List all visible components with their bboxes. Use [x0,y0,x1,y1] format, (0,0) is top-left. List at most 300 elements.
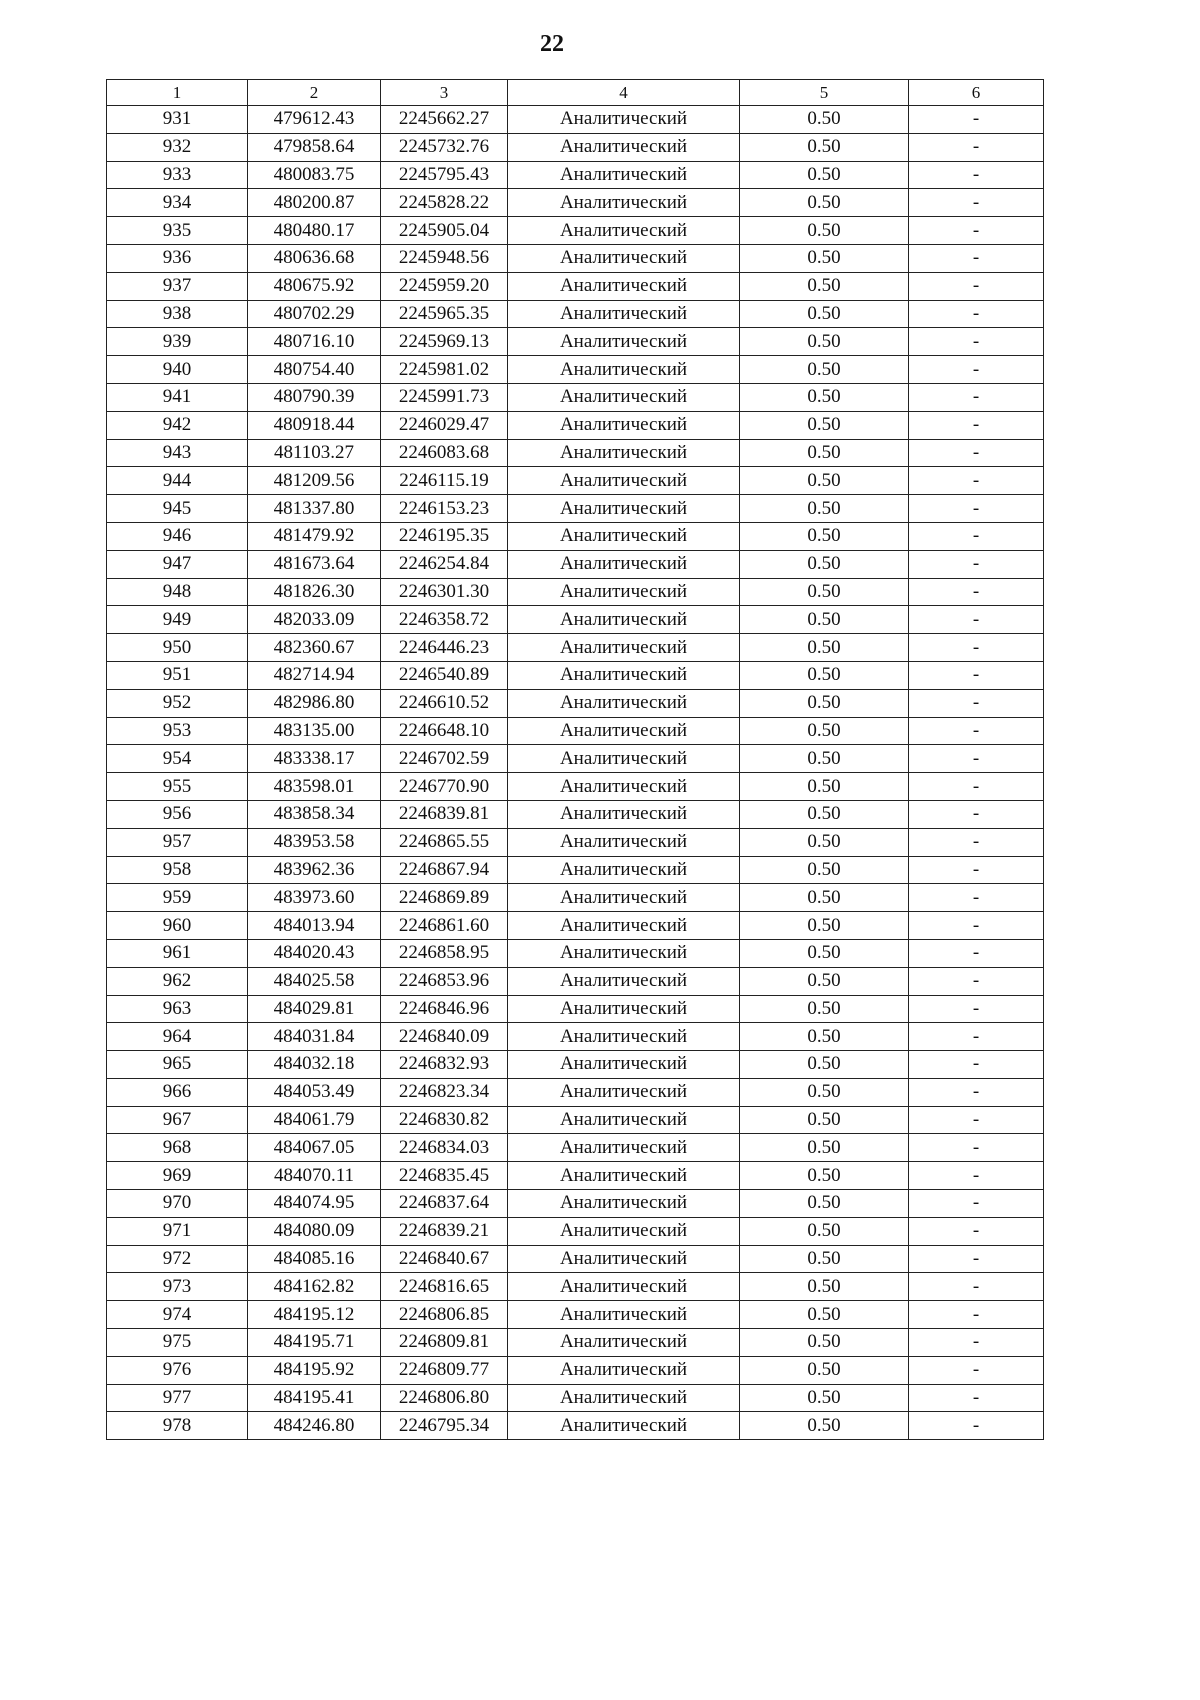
table-row [107,383,1044,411]
x-coordinate-cell: 480083.75 [248,161,381,189]
accuracy-cell: 0.50 [740,884,909,912]
x-coordinate-cell: 484195.92 [248,1356,381,1384]
accuracy-cell: 0.50 [740,1190,909,1218]
note-cell: - [909,1023,1044,1051]
table-row [107,1078,1044,1106]
point-number-cell: 932 [107,133,248,161]
y-coordinate-cell: 2246834.03 [381,1134,508,1162]
table-row [107,522,1044,550]
x-coordinate-cell: 481826.30 [248,578,381,606]
note-cell: - [909,828,1044,856]
accuracy-cell: 0.50 [740,300,909,328]
y-coordinate-cell: 2246254.84 [381,550,508,578]
x-coordinate-cell: 484053.49 [248,1078,381,1106]
note-cell: - [909,1051,1044,1079]
y-coordinate-cell: 2246861.60 [381,912,508,940]
method-cell: Аналитический [508,550,740,578]
method-cell: Аналитический [508,1412,740,1440]
x-coordinate-cell: 481337.80 [248,495,381,523]
accuracy-cell: 0.50 [740,550,909,578]
page-number: 22 [540,31,564,57]
y-coordinate-cell: 2245732.76 [381,133,508,161]
method-cell: Аналитический [508,1051,740,1079]
y-coordinate-cell: 2246816.65 [381,1273,508,1301]
y-coordinate-cell: 2246301.30 [381,578,508,606]
x-coordinate-cell: 483962.36 [248,856,381,884]
point-number-cell: 945 [107,495,248,523]
table-row [107,161,1044,189]
table-row [107,578,1044,606]
method-cell: Аналитический [508,689,740,717]
accuracy-cell: 0.50 [740,272,909,300]
method-cell: Аналитический [508,856,740,884]
y-coordinate-cell: 2246029.47 [381,411,508,439]
point-number-cell: 966 [107,1078,248,1106]
table-row [107,1356,1044,1384]
accuracy-cell: 0.50 [740,106,909,134]
accuracy-cell: 0.50 [740,689,909,717]
table-row [107,1384,1044,1412]
point-number-cell: 947 [107,550,248,578]
y-coordinate-cell: 2246837.64 [381,1190,508,1218]
accuracy-cell: 0.50 [740,217,909,245]
point-number-cell: 952 [107,689,248,717]
note-cell: - [909,995,1044,1023]
point-number-cell: 954 [107,745,248,773]
table-row [107,884,1044,912]
note-cell: - [909,745,1044,773]
table-row [107,272,1044,300]
point-number-cell: 948 [107,578,248,606]
y-coordinate-cell: 2246830.82 [381,1106,508,1134]
table-row [107,773,1044,801]
accuracy-cell: 0.50 [740,606,909,634]
accuracy-cell: 0.50 [740,1023,909,1051]
point-number-cell: 933 [107,161,248,189]
note-cell: - [909,578,1044,606]
x-coordinate-cell: 483338.17 [248,745,381,773]
y-coordinate-cell: 2246858.95 [381,939,508,967]
table-row [107,1301,1044,1329]
method-cell: Аналитический [508,411,740,439]
accuracy-cell: 0.50 [740,939,909,967]
note-cell: - [909,967,1044,995]
x-coordinate-cell: 484025.58 [248,967,381,995]
method-cell: Аналитический [508,800,740,828]
method-cell: Аналитический [508,1023,740,1051]
accuracy-cell: 0.50 [740,912,909,940]
x-coordinate-cell: 481209.56 [248,467,381,495]
note-cell: - [909,1329,1044,1357]
coordinates-table [106,79,1044,1440]
accuracy-cell: 0.50 [740,661,909,689]
point-number-cell: 931 [107,106,248,134]
y-coordinate-cell: 2246869.89 [381,884,508,912]
method-cell: Аналитический [508,661,740,689]
table-row [107,1190,1044,1218]
accuracy-cell: 0.50 [740,522,909,550]
y-coordinate-cell: 2245905.04 [381,217,508,245]
y-coordinate-cell: 2245965.35 [381,300,508,328]
point-number-cell: 953 [107,717,248,745]
header-cell-col-4: 4 [508,80,740,106]
method-cell: Аналитический [508,1217,740,1245]
method-cell: Аналитический [508,161,740,189]
y-coordinate-cell: 2246846.96 [381,995,508,1023]
point-number-cell: 950 [107,634,248,662]
y-coordinate-cell: 2246770.90 [381,773,508,801]
table-row [107,828,1044,856]
x-coordinate-cell: 484029.81 [248,995,381,1023]
table-row [107,550,1044,578]
y-coordinate-cell: 2246840.09 [381,1023,508,1051]
table-row [107,467,1044,495]
note-cell: - [909,717,1044,745]
accuracy-cell: 0.50 [740,1245,909,1273]
note-cell: - [909,689,1044,717]
point-number-cell: 939 [107,328,248,356]
y-coordinate-cell: 2246832.93 [381,1051,508,1079]
y-coordinate-cell: 2246840.67 [381,1245,508,1273]
accuracy-cell: 0.50 [740,995,909,1023]
table-row [107,217,1044,245]
method-cell: Аналитический [508,217,740,245]
header-cell-col-1: 1 [107,80,248,106]
y-coordinate-cell: 2246648.10 [381,717,508,745]
note-cell: - [909,1384,1044,1412]
point-number-cell: 940 [107,356,248,384]
point-number-cell: 942 [107,411,248,439]
table-row [107,1134,1044,1162]
accuracy-cell: 0.50 [740,244,909,272]
point-number-cell: 957 [107,828,248,856]
table-row [107,939,1044,967]
y-coordinate-cell: 2245981.02 [381,356,508,384]
accuracy-cell: 0.50 [740,1078,909,1106]
method-cell: Аналитический [508,967,740,995]
x-coordinate-cell: 482714.94 [248,661,381,689]
accuracy-cell: 0.50 [740,1134,909,1162]
accuracy-cell: 0.50 [740,1412,909,1440]
x-coordinate-cell: 484067.05 [248,1134,381,1162]
point-number-cell: 941 [107,383,248,411]
point-number-cell: 955 [107,773,248,801]
point-number-cell: 977 [107,1384,248,1412]
accuracy-cell: 0.50 [740,967,909,995]
table-row [107,856,1044,884]
note-cell: - [909,1245,1044,1273]
x-coordinate-cell: 480790.39 [248,383,381,411]
table-header [107,80,1044,106]
accuracy-cell: 0.50 [740,1329,909,1357]
y-coordinate-cell: 2246358.72 [381,606,508,634]
x-coordinate-cell: 483598.01 [248,773,381,801]
method-cell: Аналитический [508,1078,740,1106]
note-cell: - [909,1356,1044,1384]
x-coordinate-cell: 484080.09 [248,1217,381,1245]
point-number-cell: 944 [107,467,248,495]
point-number-cell: 965 [107,1051,248,1079]
accuracy-cell: 0.50 [740,1356,909,1384]
y-coordinate-cell: 2246115.19 [381,467,508,495]
method-cell: Аналитический [508,1384,740,1412]
method-cell: Аналитический [508,1245,740,1273]
note-cell: - [909,1134,1044,1162]
point-number-cell: 960 [107,912,248,940]
y-coordinate-cell: 2245969.13 [381,328,508,356]
y-coordinate-cell: 2246839.21 [381,1217,508,1245]
table-row [107,606,1044,634]
y-coordinate-cell: 2246083.68 [381,439,508,467]
header-cell-col-3: 3 [381,80,508,106]
note-cell: - [909,1412,1044,1440]
method-cell: Аналитический [508,189,740,217]
note-cell: - [909,1162,1044,1190]
method-cell: Аналитический [508,1134,740,1162]
method-cell: Аналитический [508,356,740,384]
x-coordinate-cell: 479612.43 [248,106,381,134]
point-number-cell: 937 [107,272,248,300]
header-cell-col-5: 5 [740,80,909,106]
method-cell: Аналитический [508,106,740,134]
accuracy-cell: 0.50 [740,411,909,439]
y-coordinate-cell: 2246153.23 [381,495,508,523]
method-cell: Аналитический [508,244,740,272]
table-row [107,800,1044,828]
point-number-cell: 962 [107,967,248,995]
y-coordinate-cell: 2246835.45 [381,1162,508,1190]
point-number-cell: 943 [107,439,248,467]
point-number-cell: 964 [107,1023,248,1051]
point-number-cell: 973 [107,1273,248,1301]
table-row [107,1023,1044,1051]
accuracy-cell: 0.50 [740,161,909,189]
x-coordinate-cell: 484032.18 [248,1051,381,1079]
note-cell: - [909,606,1044,634]
accuracy-cell: 0.50 [740,745,909,773]
method-cell: Аналитический [508,1329,740,1357]
accuracy-cell: 0.50 [740,1301,909,1329]
point-number-cell: 956 [107,800,248,828]
note-cell: - [909,1190,1044,1218]
method-cell: Аналитический [508,717,740,745]
x-coordinate-cell: 484020.43 [248,939,381,967]
accuracy-cell: 0.50 [740,328,909,356]
table-row [107,634,1044,662]
y-coordinate-cell: 2246446.23 [381,634,508,662]
accuracy-cell: 0.50 [740,383,909,411]
method-cell: Аналитический [508,1356,740,1384]
x-coordinate-cell: 484031.84 [248,1023,381,1051]
accuracy-cell: 0.50 [740,1162,909,1190]
table-row [107,189,1044,217]
x-coordinate-cell: 484061.79 [248,1106,381,1134]
method-cell: Аналитический [508,606,740,634]
method-cell: Аналитический [508,939,740,967]
accuracy-cell: 0.50 [740,495,909,523]
x-coordinate-cell: 480675.92 [248,272,381,300]
note-cell: - [909,800,1044,828]
table-row [107,1162,1044,1190]
x-coordinate-cell: 484074.95 [248,1190,381,1218]
y-coordinate-cell: 2246610.52 [381,689,508,717]
x-coordinate-cell: 480754.40 [248,356,381,384]
point-number-cell: 936 [107,244,248,272]
x-coordinate-cell: 481103.27 [248,439,381,467]
method-cell: Аналитический [508,522,740,550]
table-row [107,689,1044,717]
method-cell: Аналитический [508,495,740,523]
table-row [107,1329,1044,1357]
point-number-cell: 963 [107,995,248,1023]
note-cell: - [909,634,1044,662]
point-number-cell: 935 [107,217,248,245]
point-number-cell: 968 [107,1134,248,1162]
point-number-cell: 974 [107,1301,248,1329]
method-cell: Аналитический [508,133,740,161]
note-cell: - [909,1273,1044,1301]
table-body [107,106,1044,1440]
accuracy-cell: 0.50 [740,634,909,662]
accuracy-cell: 0.50 [740,133,909,161]
table-row [107,967,1044,995]
point-number-cell: 970 [107,1190,248,1218]
note-cell: - [909,328,1044,356]
y-coordinate-cell: 2246540.89 [381,661,508,689]
y-coordinate-cell: 2246865.55 [381,828,508,856]
method-cell: Аналитический [508,745,740,773]
point-number-cell: 978 [107,1412,248,1440]
method-cell: Аналитический [508,995,740,1023]
y-coordinate-cell: 2246795.34 [381,1412,508,1440]
point-number-cell: 958 [107,856,248,884]
y-coordinate-cell: 2246195.35 [381,522,508,550]
note-cell: - [909,1301,1044,1329]
x-coordinate-cell: 481673.64 [248,550,381,578]
table-row [107,1273,1044,1301]
note-cell: - [909,661,1044,689]
point-number-cell: 951 [107,661,248,689]
table-row [107,1245,1044,1273]
table-row [107,717,1044,745]
header-cell-col-6: 6 [909,80,1044,106]
x-coordinate-cell: 484195.41 [248,1384,381,1412]
x-coordinate-cell: 484195.12 [248,1301,381,1329]
method-cell: Аналитический [508,884,740,912]
method-cell: Аналитический [508,383,740,411]
y-coordinate-cell: 2245991.73 [381,383,508,411]
accuracy-cell: 0.50 [740,828,909,856]
method-cell: Аналитический [508,773,740,801]
method-cell: Аналитический [508,328,740,356]
y-coordinate-cell: 2246809.77 [381,1356,508,1384]
accuracy-cell: 0.50 [740,467,909,495]
table-row [107,745,1044,773]
y-coordinate-cell: 2245948.56 [381,244,508,272]
y-coordinate-cell: 2246809.81 [381,1329,508,1357]
x-coordinate-cell: 480200.87 [248,189,381,217]
note-cell: - [909,912,1044,940]
x-coordinate-cell: 484085.16 [248,1245,381,1273]
table-row [107,300,1044,328]
note-cell: - [909,383,1044,411]
x-coordinate-cell: 480702.29 [248,300,381,328]
note-cell: - [909,1078,1044,1106]
table-row [107,495,1044,523]
point-number-cell: 934 [107,189,248,217]
point-number-cell: 971 [107,1217,248,1245]
note-cell: - [909,244,1044,272]
table-row [107,1106,1044,1134]
x-coordinate-cell: 480636.68 [248,244,381,272]
table-row [107,328,1044,356]
x-coordinate-cell: 483858.34 [248,800,381,828]
note-cell: - [909,856,1044,884]
method-cell: Аналитический [508,300,740,328]
x-coordinate-cell: 483973.60 [248,884,381,912]
header-cell-col-2: 2 [248,80,381,106]
note-cell: - [909,1217,1044,1245]
point-number-cell: 938 [107,300,248,328]
x-coordinate-cell: 483953.58 [248,828,381,856]
y-coordinate-cell: 2246839.81 [381,800,508,828]
x-coordinate-cell: 479858.64 [248,133,381,161]
method-cell: Аналитический [508,467,740,495]
y-coordinate-cell: 2245662.27 [381,106,508,134]
note-cell: - [909,773,1044,801]
accuracy-cell: 0.50 [740,189,909,217]
accuracy-cell: 0.50 [740,1217,909,1245]
method-cell: Аналитический [508,272,740,300]
y-coordinate-cell: 2246806.85 [381,1301,508,1329]
method-cell: Аналитический [508,1190,740,1218]
point-number-cell: 972 [107,1245,248,1273]
accuracy-cell: 0.50 [740,1273,909,1301]
point-number-cell: 975 [107,1329,248,1357]
y-coordinate-cell: 2246853.96 [381,967,508,995]
x-coordinate-cell: 480716.10 [248,328,381,356]
x-coordinate-cell: 482033.09 [248,606,381,634]
x-coordinate-cell: 484195.71 [248,1329,381,1357]
x-coordinate-cell: 484070.11 [248,1162,381,1190]
y-coordinate-cell: 2246867.94 [381,856,508,884]
accuracy-cell: 0.50 [740,578,909,606]
note-cell: - [909,356,1044,384]
table-row [107,1412,1044,1440]
y-coordinate-cell: 2246806.80 [381,1384,508,1412]
table-row [107,356,1044,384]
point-number-cell: 969 [107,1162,248,1190]
note-cell: - [909,161,1044,189]
note-cell: - [909,217,1044,245]
method-cell: Аналитический [508,1273,740,1301]
note-cell: - [909,522,1044,550]
point-number-cell: 959 [107,884,248,912]
note-cell: - [909,272,1044,300]
table-row [107,1217,1044,1245]
table-row [107,995,1044,1023]
point-number-cell: 949 [107,606,248,634]
x-coordinate-cell: 484162.82 [248,1273,381,1301]
note-cell: - [909,884,1044,912]
point-number-cell: 946 [107,522,248,550]
accuracy-cell: 0.50 [740,856,909,884]
accuracy-cell: 0.50 [740,800,909,828]
note-cell: - [909,106,1044,134]
method-cell: Аналитический [508,912,740,940]
accuracy-cell: 0.50 [740,439,909,467]
note-cell: - [909,1106,1044,1134]
